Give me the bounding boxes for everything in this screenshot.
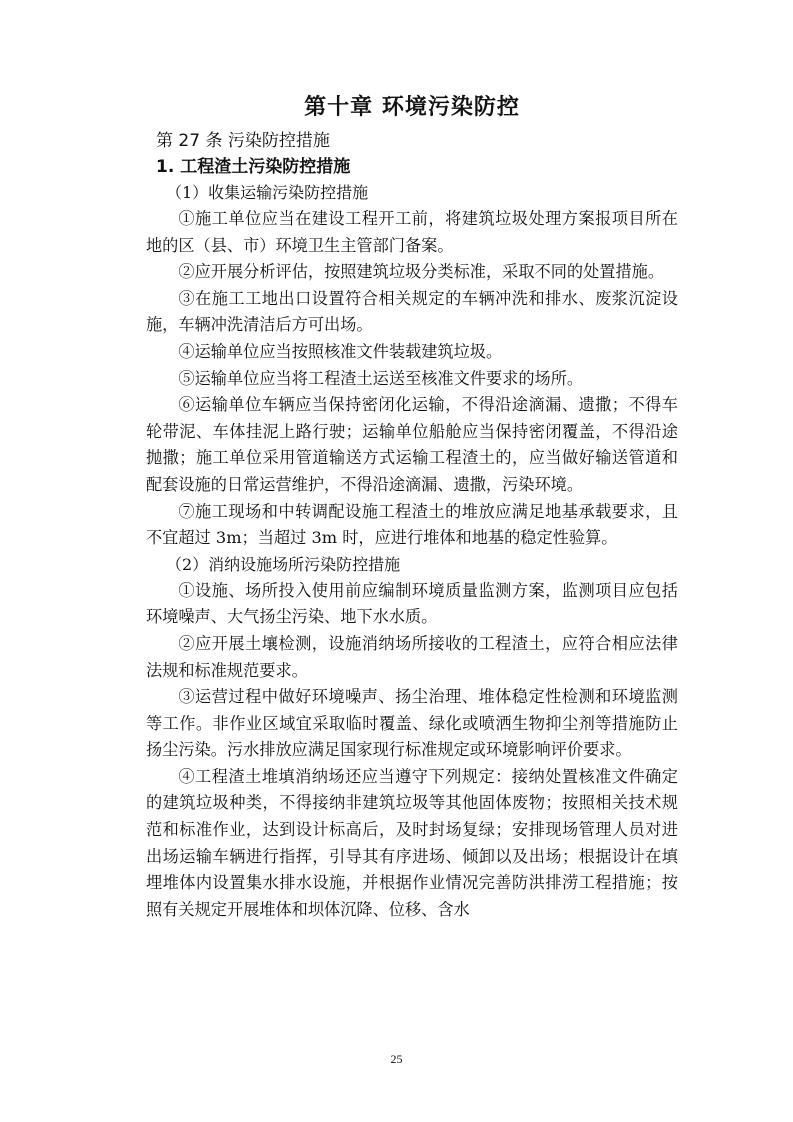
- article-title: 第 27 条 污染防控措施: [156, 131, 330, 151]
- paragraph: ④工程渣土堆填消纳场还应当遵守下列规定：接纳处置核准文件确定的建筑垃圾种类，不得接纳非建筑垃圾等其他固体废物；按照相关技术规范和标准作业，达到设计标高后，及时封场复绿；安排现场管理人员对进出场运输车辆进行指挥，引导其有序进场、倾卸以及出场；根据设计在填埋堆体内设置集水排水设施，并根据作业情况完善防洪排涝工程措施；按照有关规定开展堆体和坝体沉降、位移、含水: [146, 766, 678, 919]
- subsection-title-collection-transport: （1）收集运输污染防控措施: [166, 183, 369, 202]
- page-number: 25: [390, 1052, 403, 1066]
- paragraph: ④运输单位应当按照核准文件装载建筑垃圾。: [178, 341, 503, 361]
- page-content: [146, 92, 678, 923]
- paragraph: ①施工单位应当在建设工程开工前，将建筑垃圾处理方案报项目所在地的区（县、市）环境卫生主管部门备案。: [146, 209, 678, 255]
- chapter-title: 第十章 环境污染防控: [304, 94, 520, 120]
- paragraph: ①设施、场所投入使用前应编制环境质量监测方案，监测项目应包括环境噪声、大气扬尘污染、地下水水质。: [146, 580, 678, 627]
- subsection-title-disposal-sites: （2）消纳设施场所污染防控措施: [166, 554, 401, 574]
- paragraph: ②应开展土壤检测，设施消纳场所接收的工程渣土，应符合相应法律法规和标准规范要求。: [146, 633, 678, 680]
- paragraph: ③在施工工地出口设置符合相关规定的车辆冲洗和排水、废浆沉淀设施，车辆冲洗清洁后方可出场。: [146, 288, 678, 335]
- section-title: 1. 工程渣土污染防控措施: [156, 157, 351, 177]
- paragraph: ⑤运输单位应当将工程渣土运送至核准文件要求的场所。: [178, 368, 584, 388]
- paragraph: ③运营过程中做好环境噪声、扬尘治理、堆体稳定性检测和环境监测等工作。非作业区域宜采取临时覆盖、绿化或喷洒生物抑尘剂等措施防止扬尘污染。污水排放应满足国家现行标准规定或环境影响评价要求。: [146, 687, 678, 760]
- paragraph: ⑦施工现场和中转调配设施工程渣土的堆放应满足地基承载要求，且不宜超过 3m；当超过 3m 时，应进行堆体和地基的稳定性验算。: [146, 501, 678, 548]
- paragraph: ②应开展分析评估，按照建筑垃圾分类标准，采取不同的处置措施。: [178, 262, 665, 282]
- paragraph: ⑥运输单位车辆应当保持密闭化运输，不得沿途滴漏、遗撒；不得车轮带泥、车体挂泥上路行驶；运输单位船舱应当保持密闭覆盖，不得沿途抛撒；施工单位采用管道输送方式运输工程渣土的，应当做好输送管道和配套设施的日常运营维护，不得沿途滴漏、遗撒，污染环境。: [146, 395, 678, 494]
